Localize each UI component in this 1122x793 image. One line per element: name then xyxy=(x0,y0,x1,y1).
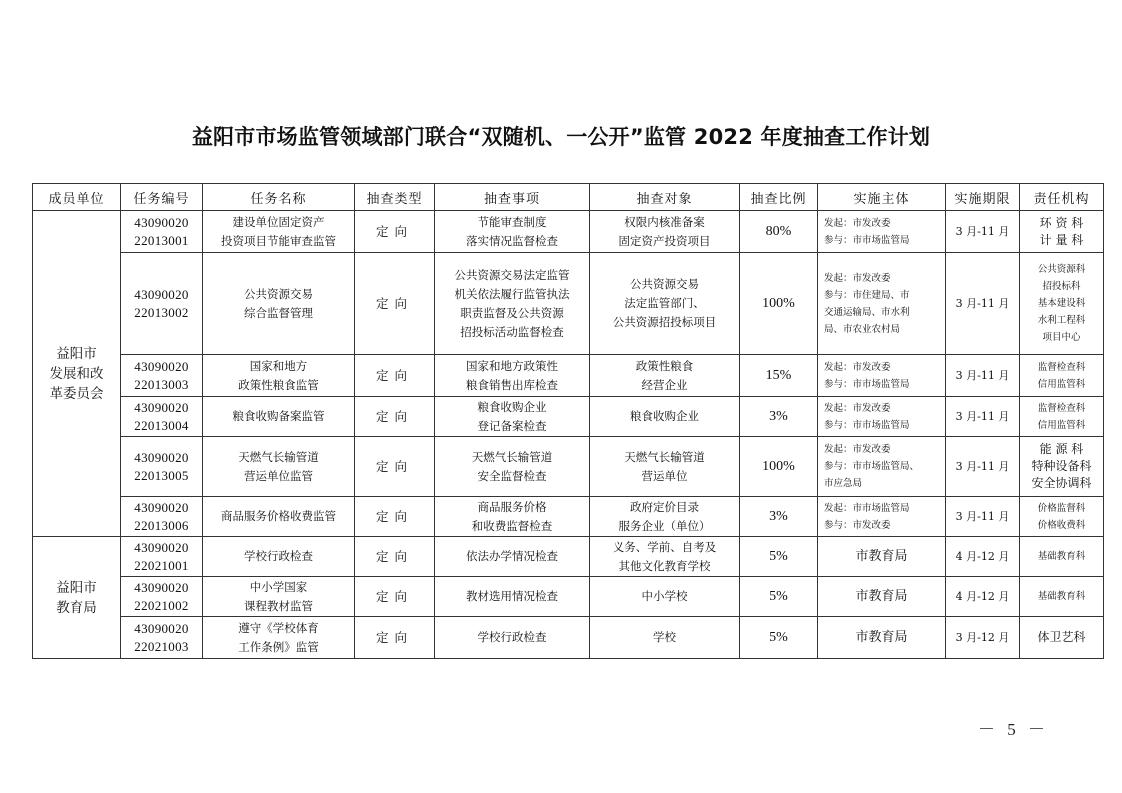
task-code-cell-line: 22013003 xyxy=(134,376,189,392)
check-items-cell-line: 粮食销售出库检查 xyxy=(466,377,558,392)
header-cell: 成员单位 xyxy=(33,184,121,211)
check-items-cell xyxy=(435,577,590,617)
check-items-cell xyxy=(435,211,590,253)
task-code-cell-line: 43090020 xyxy=(134,214,189,230)
responsible-cell xyxy=(1020,617,1104,659)
check-items-cell-line: 安全监督检查 xyxy=(477,468,547,483)
task-name-cell-line: 天燃气长输管道 xyxy=(238,449,319,464)
implementer-cell-line: 市教育局 xyxy=(855,549,908,564)
check-items-cell xyxy=(435,253,590,355)
check-items-cell-line: 教材选用情况检查 xyxy=(466,589,558,603)
check-ratio-cell: 100% xyxy=(740,437,818,497)
responsible-cell-line: 价格收费科 xyxy=(1037,519,1086,531)
responsible-cell-line: 能 源 科 xyxy=(1039,442,1084,456)
responsible-cell-line: 计 量 科 xyxy=(1039,232,1084,247)
header-cell: 抽查比例 xyxy=(740,184,818,211)
implementer-cell-line: 发起：市发改委 xyxy=(824,217,891,229)
header-cell: 抽查事项 xyxy=(435,184,590,211)
implementer-cell xyxy=(818,617,946,659)
check-target-cell xyxy=(590,437,740,497)
period-cell: 3 月-11 月 xyxy=(946,211,1020,253)
task-name-cell-line: 建设单位固定资产 xyxy=(232,214,325,229)
check-items-cell-line: 公共资源交易法定监管 xyxy=(454,267,570,282)
task-name-cell-line: 课程教材监管 xyxy=(244,598,313,613)
responsible-cell xyxy=(1020,497,1104,537)
responsible-cell-line: 价格监督科 xyxy=(1037,502,1086,514)
responsible-cell-line: 体卫艺科 xyxy=(1037,630,1086,644)
check-items-cell-line: 粮食收购企业 xyxy=(477,399,547,414)
responsible-cell-line: 环 资 科 xyxy=(1039,215,1084,230)
check-ratio-cell: 15% xyxy=(740,355,818,397)
check-type-cell: 定向 xyxy=(355,253,435,355)
member-unit-cell-line: 教育局 xyxy=(56,599,97,616)
check-ratio-cell: 5% xyxy=(740,617,818,659)
implementer-cell-line: 参与：市发改委 xyxy=(824,519,891,531)
check-target-cell-line: 政策性粮食 xyxy=(635,358,694,373)
task-code-cell xyxy=(121,253,203,355)
check-items-cell-line: 节能审查制度 xyxy=(477,214,547,229)
implementer-cell xyxy=(818,355,946,397)
task-name-cell xyxy=(203,211,355,253)
check-items-cell-line: 依法办学情况检查 xyxy=(466,549,558,563)
check-target-cell-line: 学校 xyxy=(653,630,676,644)
responsible-cell xyxy=(1020,355,1104,397)
check-items-cell-line: 职责监督及公共资源 xyxy=(460,305,564,320)
check-type-cell: 定向 xyxy=(355,211,435,253)
task-name-cell-line: 公共资源交易 xyxy=(244,286,313,301)
task-name-cell xyxy=(203,437,355,497)
check-items-cell xyxy=(435,437,590,497)
check-items-cell xyxy=(435,537,590,577)
task-code-cell xyxy=(121,577,203,617)
task-name-cell xyxy=(203,617,355,659)
implementer-cell-line: 发起：市发改委 xyxy=(824,402,891,414)
responsible-cell-line: 公共资源科 xyxy=(1037,264,1086,275)
check-target-cell xyxy=(590,537,740,577)
task-code-cell-line: 43090020 xyxy=(134,539,189,555)
header-row xyxy=(33,184,1104,211)
task-name-cell xyxy=(203,397,355,437)
implementer-cell-line: 发起：市发改委 xyxy=(824,272,891,284)
task-code-cell-line: 22013004 xyxy=(134,417,189,433)
task-code-cell xyxy=(121,537,203,577)
task-code-cell-line: 22021002 xyxy=(134,597,189,613)
task-code-cell-line: 43090020 xyxy=(134,499,189,515)
task-code-cell-line: 22021001 xyxy=(134,557,189,573)
check-target-cell-line: 义务、学前、自考及 xyxy=(612,539,717,554)
check-target-cell xyxy=(590,355,740,397)
check-items-cell-line: 学校行政检查 xyxy=(477,630,547,644)
responsible-cell-line: 招投标科 xyxy=(1042,281,1081,292)
table-row xyxy=(33,577,1104,617)
check-target-cell-line: 权限内核准备案 xyxy=(624,214,705,229)
implementer-cell-line: 发起：市发改委 xyxy=(824,361,891,373)
task-code-cell xyxy=(121,397,203,437)
check-items-cell xyxy=(435,617,590,659)
implementer-cell-line: 参与：市市场监管局 xyxy=(824,419,910,431)
responsible-cell-line: 基本建设科 xyxy=(1037,298,1086,309)
check-type-cell: 定向 xyxy=(355,397,435,437)
responsible-cell-line: 安全协调科 xyxy=(1031,476,1092,490)
table-body xyxy=(33,211,1104,659)
responsible-cell-line: 监督检查科 xyxy=(1037,361,1086,373)
check-target-cell-line: 中小学校 xyxy=(641,589,688,603)
task-name-cell-line: 营运单位监管 xyxy=(244,468,313,483)
task-code-cell-line: 22021003 xyxy=(134,638,189,654)
check-target-cell-line: 公共资源招投标项目 xyxy=(612,315,717,329)
check-items-cell-line: 落实情况监督检查 xyxy=(466,233,558,248)
responsible-cell-line: 信用监管科 xyxy=(1037,419,1086,431)
implementer-cell xyxy=(818,397,946,437)
table-row xyxy=(33,497,1104,537)
responsible-cell xyxy=(1020,253,1104,355)
implementer-cell-line: 发起：市发改委 xyxy=(824,444,891,455)
responsible-cell xyxy=(1020,211,1104,253)
task-code-cell-line: 43090020 xyxy=(134,620,189,636)
period-cell: 3 月-11 月 xyxy=(946,497,1020,537)
task-name-cell xyxy=(203,253,355,355)
table-row xyxy=(33,437,1104,497)
check-target-cell-line: 政府定价目录 xyxy=(630,499,699,514)
check-ratio-cell: 5% xyxy=(740,537,818,577)
task-name-cell-line: 工作条例》监管 xyxy=(238,639,319,654)
check-target-cell-line: 天燃气长输管道 xyxy=(624,449,705,464)
task-name-cell-line: 商品服务价格收费监管 xyxy=(221,509,336,523)
implementer-cell-line: 市教育局 xyxy=(855,589,908,604)
implementer-cell xyxy=(818,577,946,617)
implementer-cell-line: 市应急局 xyxy=(824,478,863,489)
header-cell: 抽查对象 xyxy=(590,184,740,211)
task-name-cell xyxy=(203,497,355,537)
check-target-cell-line: 法定监管部门、 xyxy=(624,296,705,310)
header-cell: 实施期限 xyxy=(946,184,1020,211)
page-number: － 5 － xyxy=(978,720,1049,739)
member-unit-cell-line: 发展和改 xyxy=(49,365,104,382)
check-type-cell: 定向 xyxy=(355,355,435,397)
task-code-cell-line: 43090020 xyxy=(134,286,189,302)
task-name-cell-line: 投资项目节能审查监管 xyxy=(221,233,336,248)
check-type-cell: 定向 xyxy=(355,437,435,497)
implementer-cell xyxy=(818,497,946,537)
task-code-cell xyxy=(121,437,203,497)
member-unit-cell-line: 益阳市 xyxy=(56,579,97,596)
task-name-cell-line: 中小学国家 xyxy=(249,579,308,594)
check-items-cell-line: 机关依法履行监管执法 xyxy=(454,286,570,301)
responsible-cell xyxy=(1020,397,1104,437)
task-code-cell-line: 43090020 xyxy=(134,399,189,415)
implementer-cell xyxy=(818,253,946,355)
check-target-cell-line: 其他文化教育学校 xyxy=(618,558,711,573)
table-row xyxy=(33,211,1104,253)
check-target-cell-line: 粮食收购企业 xyxy=(630,409,699,423)
responsible-cell-line: 项目中心 xyxy=(1042,332,1081,343)
check-ratio-cell: 80% xyxy=(740,211,818,253)
task-name-cell-line: 遵守《学校体育 xyxy=(238,620,319,635)
period-cell: 3 月-11 月 xyxy=(946,253,1020,355)
responsible-cell-line: 信用监管科 xyxy=(1037,378,1086,390)
task-name-cell xyxy=(203,537,355,577)
responsible-cell xyxy=(1020,577,1104,617)
task-name-cell-line: 学校行政检查 xyxy=(244,549,313,563)
check-target-cell xyxy=(590,497,740,537)
check-target-cell-line: 固定资产投资项目 xyxy=(618,233,711,248)
check-items-cell xyxy=(435,355,590,397)
check-ratio-cell: 3% xyxy=(740,497,818,537)
check-target-cell-line: 服务企业（单位） xyxy=(618,518,711,533)
header-cell: 抽查类型 xyxy=(355,184,435,211)
check-items-cell xyxy=(435,497,590,537)
period-cell: 3 月-11 月 xyxy=(946,437,1020,497)
check-target-cell xyxy=(590,397,740,437)
period-cell: 4 月-12 月 xyxy=(946,537,1020,577)
check-items-cell-line: 商品服务价格 xyxy=(477,499,547,514)
task-code-cell-line: 22013002 xyxy=(134,304,189,320)
implementer-cell-line: 参与：市市场监管局 xyxy=(824,234,910,246)
task-code-cell-line: 43090020 xyxy=(134,579,189,595)
task-code-cell xyxy=(121,355,203,397)
implementer-cell xyxy=(818,537,946,577)
implementer-cell-line: 市教育局 xyxy=(855,630,908,645)
check-items-cell-line: 招投标活动监督检查 xyxy=(460,324,564,339)
header-cell: 实施主体 xyxy=(818,184,946,211)
table-row xyxy=(33,397,1104,437)
table-row xyxy=(33,617,1104,659)
check-target-cell-line: 营运单位 xyxy=(641,468,688,483)
check-target-cell xyxy=(590,577,740,617)
period-cell: 4 月-12 月 xyxy=(946,577,1020,617)
implementer-cell-line: 参与：市市场监管局、 xyxy=(824,461,920,472)
check-type-cell: 定向 xyxy=(355,537,435,577)
task-name-cell-line: 政策性粮食监管 xyxy=(238,377,319,392)
check-items-cell-line: 天燃气长输管道 xyxy=(471,449,553,464)
responsible-cell xyxy=(1020,437,1104,497)
task-code-cell xyxy=(121,617,203,659)
check-target-cell xyxy=(590,211,740,253)
task-name-cell xyxy=(203,577,355,617)
check-target-cell-line: 经营企业 xyxy=(641,377,688,392)
table-row xyxy=(33,253,1104,355)
task-code-cell xyxy=(121,211,203,253)
implementer-cell-line: 局、市农业农村局 xyxy=(824,323,901,335)
table-row xyxy=(33,355,1104,397)
task-name-cell-line: 粮食收购备案监管 xyxy=(232,409,325,423)
task-code-cell-line: 22013005 xyxy=(134,467,189,483)
task-name-cell-line: 国家和地方 xyxy=(249,358,308,373)
member-unit-cell-line: 革委员会 xyxy=(49,385,104,402)
check-ratio-cell: 5% xyxy=(740,577,818,617)
implementer-cell xyxy=(818,437,946,497)
plan-table xyxy=(32,183,1104,659)
period-cell: 3 月-12 月 xyxy=(946,617,1020,659)
task-name-cell-line: 综合监督管理 xyxy=(244,305,313,320)
responsible-cell-line: 特种设备科 xyxy=(1031,459,1092,473)
task-code-cell-line: 22013006 xyxy=(134,517,189,533)
responsible-cell-line: 水利工程科 xyxy=(1037,315,1086,326)
check-ratio-cell: 100% xyxy=(740,253,818,355)
task-code-cell xyxy=(121,497,203,537)
page-title: 益阳市市场监管领域部门联合“双随机、一公开”监管 2022 年度抽查工作计划 xyxy=(191,125,931,149)
implementer-cell-line: 发起：市市场监管局 xyxy=(824,502,910,514)
responsible-cell-line: 监督检查科 xyxy=(1037,402,1086,414)
task-code-cell-line: 22013001 xyxy=(134,232,189,248)
table-row xyxy=(33,537,1104,577)
responsible-cell-line: 基础教育科 xyxy=(1037,551,1086,562)
implementer-cell xyxy=(818,211,946,253)
check-items-cell-line: 登记备案检查 xyxy=(477,418,547,433)
task-code-cell-line: 43090020 xyxy=(134,449,189,465)
member-unit-cell xyxy=(33,537,121,659)
period-cell: 3 月-11 月 xyxy=(946,355,1020,397)
header-cell: 任务名称 xyxy=(203,184,355,211)
period-cell: 3 月-11 月 xyxy=(946,397,1020,437)
member-unit-cell-line: 益阳市 xyxy=(56,345,97,362)
responsible-cell xyxy=(1020,537,1104,577)
task-name-cell xyxy=(203,355,355,397)
check-type-cell: 定向 xyxy=(355,617,435,659)
implementer-cell-line: 参与：市市场监管局 xyxy=(824,378,910,390)
task-code-cell-line: 43090020 xyxy=(134,358,189,374)
check-target-cell xyxy=(590,253,740,355)
member-unit-cell xyxy=(33,211,121,537)
check-items-cell-line: 和收费监督检查 xyxy=(471,518,553,533)
header-cell: 任务编号 xyxy=(121,184,203,211)
check-items-cell xyxy=(435,397,590,437)
check-type-cell: 定向 xyxy=(355,577,435,617)
header-cell: 责任机构 xyxy=(1020,184,1104,211)
check-target-cell-line: 公共资源交易 xyxy=(630,277,699,291)
implementer-cell-line: 参与：市住建局、市 xyxy=(824,289,910,301)
check-target-cell xyxy=(590,617,740,659)
check-type-cell: 定向 xyxy=(355,497,435,537)
check-ratio-cell: 3% xyxy=(740,397,818,437)
implementer-cell-line: 交通运输局、市水利 xyxy=(824,306,910,318)
responsible-cell-line: 基础教育科 xyxy=(1037,591,1086,602)
check-items-cell-line: 国家和地方政策性 xyxy=(466,358,558,373)
